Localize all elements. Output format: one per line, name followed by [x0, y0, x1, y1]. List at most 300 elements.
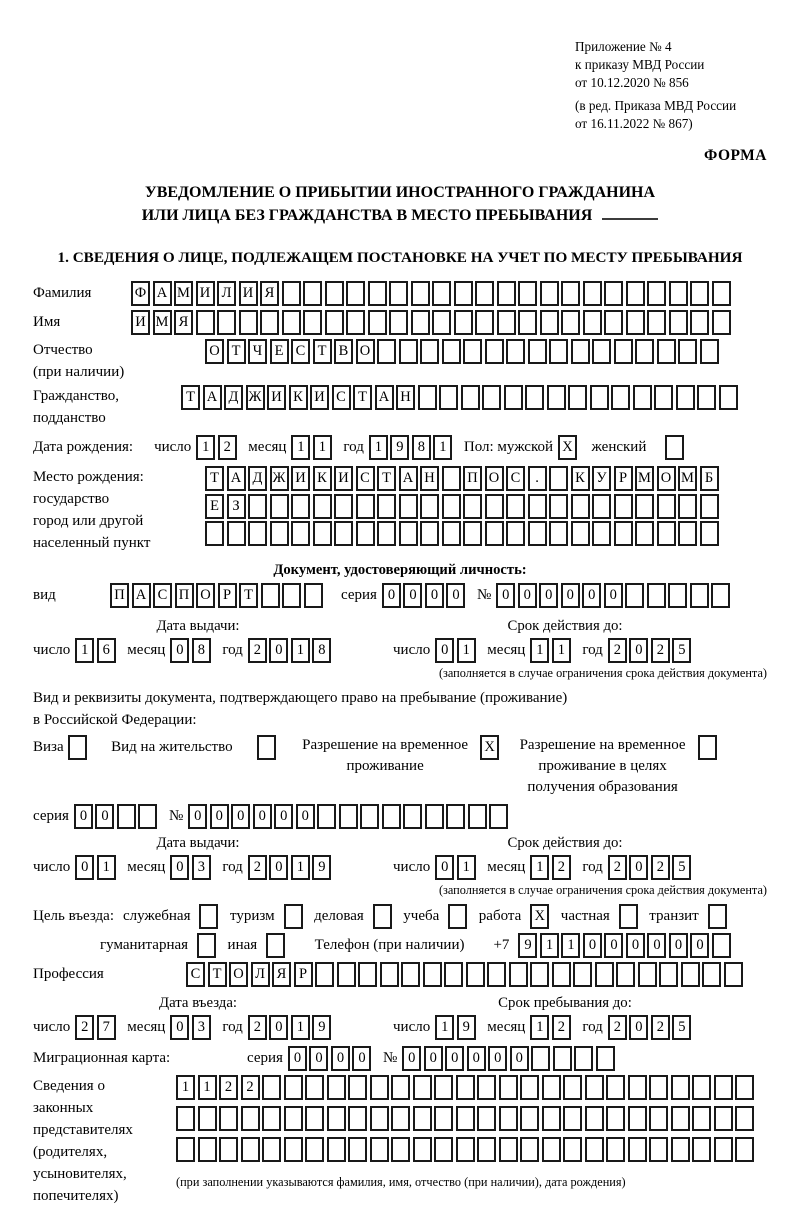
char-cell[interactable]	[389, 281, 408, 306]
char-cell[interactable]	[649, 1106, 668, 1131]
char-cell[interactable]	[590, 385, 609, 410]
char-cell[interactable]: 5	[672, 1015, 691, 1040]
char-cell[interactable]: 1	[313, 435, 332, 460]
char-cell[interactable]	[461, 385, 480, 410]
char-cell[interactable]	[348, 1075, 367, 1100]
char-cell[interactable]	[606, 1137, 625, 1162]
char-cell[interactable]: 2	[608, 1015, 627, 1040]
char-cell[interactable]: К	[571, 466, 590, 491]
char-cell[interactable]	[690, 281, 709, 306]
char-cell[interactable]: И	[291, 466, 310, 491]
purpose-commercial-checkbox[interactable]	[373, 904, 392, 929]
char-cell[interactable]	[547, 385, 566, 410]
char-cell[interactable]: Ч	[248, 339, 267, 364]
char-cell[interactable]: 0	[561, 583, 580, 608]
char-cell[interactable]	[442, 494, 461, 519]
char-cell[interactable]	[482, 385, 501, 410]
char-cell[interactable]	[315, 962, 334, 987]
char-cell[interactable]	[348, 1137, 367, 1162]
char-cell[interactable]: 5	[672, 638, 691, 663]
char-cell[interactable]: Е	[270, 339, 289, 364]
char-cell[interactable]: 1	[369, 435, 388, 460]
char-cell[interactable]	[506, 521, 525, 546]
char-cell[interactable]	[690, 583, 709, 608]
char-cell[interactable]	[420, 494, 439, 519]
char-cell[interactable]	[735, 1137, 754, 1162]
char-cell[interactable]: Л	[251, 962, 270, 987]
char-cell[interactable]	[499, 1137, 518, 1162]
char-cell[interactable]	[334, 494, 353, 519]
char-cell[interactable]: 0	[269, 855, 288, 880]
char-cell[interactable]: 0	[402, 1046, 421, 1071]
char-cell[interactable]: Р	[294, 962, 313, 987]
char-cell[interactable]	[456, 1137, 475, 1162]
char-cell[interactable]	[284, 1137, 303, 1162]
char-cell[interactable]	[334, 521, 353, 546]
char-cell[interactable]	[611, 385, 630, 410]
char-cell[interactable]	[649, 1137, 668, 1162]
char-cell[interactable]: 0	[539, 583, 558, 608]
char-cell[interactable]	[585, 1137, 604, 1162]
char-cell[interactable]: 0	[403, 583, 422, 608]
char-cell[interactable]	[604, 310, 623, 335]
purpose-private-checkbox[interactable]	[619, 904, 638, 929]
char-cell[interactable]	[692, 1106, 711, 1131]
char-cell[interactable]: 1	[433, 435, 452, 460]
char-cell[interactable]	[262, 1106, 281, 1131]
char-cell[interactable]	[377, 494, 396, 519]
char-cell[interactable]	[592, 494, 611, 519]
char-cell[interactable]	[413, 1075, 432, 1100]
char-cell[interactable]	[241, 1106, 260, 1131]
char-cell[interactable]	[389, 310, 408, 335]
char-cell[interactable]	[669, 310, 688, 335]
char-cell[interactable]	[540, 281, 559, 306]
char-cell[interactable]	[282, 281, 301, 306]
char-cell[interactable]	[468, 804, 487, 829]
char-cell[interactable]	[227, 521, 246, 546]
char-cell[interactable]	[499, 1075, 518, 1100]
char-cell[interactable]: О	[356, 339, 375, 364]
char-cell[interactable]	[520, 1106, 539, 1131]
char-cell[interactable]	[518, 310, 537, 335]
char-cell[interactable]	[499, 1106, 518, 1131]
char-cell[interactable]	[370, 1106, 389, 1131]
char-cell[interactable]: 0	[188, 804, 207, 829]
char-cell[interactable]	[305, 1106, 324, 1131]
char-cell[interactable]	[700, 339, 719, 364]
char-cell[interactable]: М	[153, 310, 172, 335]
char-cell[interactable]	[614, 339, 633, 364]
char-cell[interactable]	[198, 1137, 217, 1162]
char-cell[interactable]: 2	[552, 1015, 571, 1040]
char-cell[interactable]	[217, 310, 236, 335]
char-cell[interactable]: 0	[629, 855, 648, 880]
char-cell[interactable]	[525, 385, 544, 410]
char-cell[interactable]	[205, 521, 224, 546]
char-cell[interactable]	[657, 521, 676, 546]
char-cell[interactable]: С	[332, 385, 351, 410]
char-cell[interactable]: 0	[583, 933, 602, 958]
char-cell[interactable]	[303, 281, 322, 306]
char-cell[interactable]: 2	[651, 855, 670, 880]
char-cell[interactable]	[654, 385, 673, 410]
char-cell[interactable]	[413, 1106, 432, 1131]
char-cell[interactable]: Т	[181, 385, 200, 410]
char-cell[interactable]	[463, 494, 482, 519]
char-cell[interactable]	[520, 1137, 539, 1162]
char-cell[interactable]	[337, 962, 356, 987]
char-cell[interactable]: М	[678, 466, 697, 491]
char-cell[interactable]	[714, 1137, 733, 1162]
char-cell[interactable]	[592, 339, 611, 364]
char-cell[interactable]: Т	[377, 466, 396, 491]
char-cell[interactable]: 0	[604, 933, 623, 958]
char-cell[interactable]	[262, 1075, 281, 1100]
char-cell[interactable]	[198, 1106, 217, 1131]
char-cell[interactable]	[360, 804, 379, 829]
char-cell[interactable]: 8	[412, 435, 431, 460]
char-cell[interactable]	[649, 1075, 668, 1100]
char-cell[interactable]	[463, 521, 482, 546]
char-cell[interactable]: 1	[457, 855, 476, 880]
char-cell[interactable]: 0	[669, 933, 688, 958]
char-cell[interactable]	[628, 1075, 647, 1100]
char-cell[interactable]: И	[310, 385, 329, 410]
char-cell[interactable]	[681, 962, 700, 987]
char-cell[interactable]	[509, 962, 528, 987]
char-cell[interactable]: 0	[231, 804, 250, 829]
char-cell[interactable]	[317, 804, 336, 829]
char-cell[interactable]	[585, 1075, 604, 1100]
char-cell[interactable]	[442, 466, 461, 491]
char-cell[interactable]	[504, 385, 523, 410]
char-cell[interactable]	[262, 1137, 281, 1162]
visa-checkbox[interactable]	[68, 735, 87, 760]
temp-residence-checkbox[interactable]: X	[480, 735, 499, 760]
char-cell[interactable]: Т	[313, 339, 332, 364]
char-cell[interactable]	[614, 494, 633, 519]
char-cell[interactable]	[712, 933, 731, 958]
char-cell[interactable]	[456, 1106, 475, 1131]
char-cell[interactable]	[368, 281, 387, 306]
char-cell[interactable]: М	[635, 466, 654, 491]
char-cell[interactable]	[633, 385, 652, 410]
char-cell[interactable]: Ф	[131, 281, 150, 306]
char-cell[interactable]	[475, 310, 494, 335]
char-cell[interactable]	[528, 521, 547, 546]
char-cell[interactable]	[714, 1106, 733, 1131]
char-cell[interactable]: Я	[272, 962, 291, 987]
char-cell[interactable]	[176, 1137, 195, 1162]
char-cell[interactable]: 0	[95, 804, 114, 829]
char-cell[interactable]: Т	[208, 962, 227, 987]
char-cell[interactable]	[676, 385, 695, 410]
char-cell[interactable]: 0	[253, 804, 272, 829]
char-cell[interactable]	[423, 962, 442, 987]
char-cell[interactable]	[549, 339, 568, 364]
char-cell[interactable]	[692, 1075, 711, 1100]
char-cell[interactable]	[454, 310, 473, 335]
char-cell[interactable]: 0	[445, 1046, 464, 1071]
char-cell[interactable]	[668, 583, 687, 608]
char-cell[interactable]	[368, 310, 387, 335]
char-cell[interactable]	[571, 339, 590, 364]
male-checkbox[interactable]: X	[558, 435, 577, 460]
char-cell[interactable]: 2	[248, 638, 267, 663]
char-cell[interactable]: 0	[352, 1046, 371, 1071]
char-cell[interactable]: А	[132, 583, 151, 608]
char-cell[interactable]: У	[592, 466, 611, 491]
char-cell[interactable]: 2	[248, 1015, 267, 1040]
char-cell[interactable]: 2	[75, 1015, 94, 1040]
char-cell[interactable]: 0	[647, 933, 666, 958]
char-cell[interactable]	[196, 310, 215, 335]
char-cell[interactable]: И	[239, 281, 258, 306]
char-cell[interactable]	[553, 1046, 572, 1071]
char-cell[interactable]: Д	[248, 466, 267, 491]
char-cell[interactable]: О	[205, 339, 224, 364]
char-cell[interactable]	[583, 281, 602, 306]
char-cell[interactable]	[413, 1137, 432, 1162]
char-cell[interactable]	[241, 1137, 260, 1162]
purpose-humanitarian-checkbox[interactable]	[197, 933, 216, 958]
char-cell[interactable]	[380, 962, 399, 987]
char-cell[interactable]	[671, 1137, 690, 1162]
char-cell[interactable]	[657, 339, 676, 364]
char-cell[interactable]	[313, 521, 332, 546]
char-cell[interactable]	[724, 962, 743, 987]
char-cell[interactable]: А	[227, 466, 246, 491]
char-cell[interactable]	[635, 521, 654, 546]
char-cell[interactable]: .	[528, 466, 547, 491]
char-cell[interactable]	[604, 281, 623, 306]
char-cell[interactable]	[626, 310, 645, 335]
char-cell[interactable]: С	[186, 962, 205, 987]
char-cell[interactable]	[568, 385, 587, 410]
char-cell[interactable]: 1	[530, 855, 549, 880]
char-cell[interactable]	[420, 521, 439, 546]
char-cell[interactable]	[528, 339, 547, 364]
char-cell[interactable]: 1	[291, 638, 310, 663]
char-cell[interactable]	[678, 339, 697, 364]
char-cell[interactable]	[282, 583, 301, 608]
char-cell[interactable]	[485, 339, 504, 364]
char-cell[interactable]	[348, 1106, 367, 1131]
char-cell[interactable]	[305, 1137, 324, 1162]
char-cell[interactable]: 0	[269, 638, 288, 663]
char-cell[interactable]	[358, 962, 377, 987]
char-cell[interactable]	[270, 521, 289, 546]
char-cell[interactable]: 2	[608, 638, 627, 663]
char-cell[interactable]	[628, 1137, 647, 1162]
char-cell[interactable]	[284, 1106, 303, 1131]
char-cell[interactable]	[583, 310, 602, 335]
char-cell[interactable]	[712, 310, 731, 335]
char-cell[interactable]: Т	[227, 339, 246, 364]
char-cell[interactable]	[690, 310, 709, 335]
char-cell[interactable]	[248, 494, 267, 519]
char-cell[interactable]: 1	[97, 855, 116, 880]
char-cell[interactable]: 0	[425, 583, 444, 608]
char-cell[interactable]	[497, 281, 516, 306]
char-cell[interactable]: С	[506, 466, 525, 491]
purpose-tourism-checkbox[interactable]	[284, 904, 303, 929]
char-cell[interactable]	[399, 339, 418, 364]
char-cell[interactable]	[549, 466, 568, 491]
char-cell[interactable]	[520, 1075, 539, 1100]
char-cell[interactable]: 3	[192, 1015, 211, 1040]
char-cell[interactable]: 1	[530, 1015, 549, 1040]
char-cell[interactable]: 0	[629, 638, 648, 663]
char-cell[interactable]	[596, 1046, 615, 1071]
char-cell[interactable]: 0	[296, 804, 315, 829]
char-cell[interactable]	[647, 583, 666, 608]
char-cell[interactable]	[346, 281, 365, 306]
char-cell[interactable]: 0	[435, 638, 454, 663]
char-cell[interactable]	[487, 962, 506, 987]
char-cell[interactable]: 0	[518, 583, 537, 608]
char-cell[interactable]	[659, 962, 678, 987]
char-cell[interactable]: 9	[390, 435, 409, 460]
char-cell[interactable]: Ж	[246, 385, 265, 410]
char-cell[interactable]: 1	[291, 855, 310, 880]
char-cell[interactable]: 2	[552, 855, 571, 880]
char-cell[interactable]	[561, 310, 580, 335]
char-cell[interactable]	[678, 494, 697, 519]
purpose-other-checkbox[interactable]	[266, 933, 285, 958]
char-cell[interactable]: С	[153, 583, 172, 608]
char-cell[interactable]	[528, 494, 547, 519]
char-cell[interactable]: 0	[274, 804, 293, 829]
char-cell[interactable]	[261, 583, 280, 608]
char-cell[interactable]: 0	[604, 583, 623, 608]
char-cell[interactable]: 1	[198, 1075, 217, 1100]
char-cell[interactable]: З	[227, 494, 246, 519]
char-cell[interactable]	[635, 494, 654, 519]
char-cell[interactable]	[485, 494, 504, 519]
char-cell[interactable]	[531, 1046, 550, 1071]
char-cell[interactable]: 0	[309, 1046, 328, 1071]
char-cell[interactable]	[585, 1106, 604, 1131]
char-cell[interactable]: П	[463, 466, 482, 491]
char-cell[interactable]: 6	[97, 638, 116, 663]
female-checkbox[interactable]	[665, 435, 684, 460]
char-cell[interactable]: 0	[446, 583, 465, 608]
char-cell[interactable]: Т	[239, 583, 258, 608]
char-cell[interactable]: О	[657, 466, 676, 491]
char-cell[interactable]	[377, 521, 396, 546]
char-cell[interactable]: 1	[457, 638, 476, 663]
char-cell[interactable]	[339, 804, 358, 829]
char-cell[interactable]	[671, 1106, 690, 1131]
char-cell[interactable]	[442, 339, 461, 364]
char-cell[interactable]: 1	[75, 638, 94, 663]
char-cell[interactable]	[260, 310, 279, 335]
char-cell[interactable]	[346, 310, 365, 335]
char-cell[interactable]	[420, 339, 439, 364]
char-cell[interactable]: Д	[224, 385, 243, 410]
char-cell[interactable]	[356, 521, 375, 546]
char-cell[interactable]	[571, 494, 590, 519]
char-cell[interactable]: Т	[205, 466, 224, 491]
char-cell[interactable]	[439, 385, 458, 410]
char-cell[interactable]: Я	[260, 281, 279, 306]
char-cell[interactable]	[370, 1137, 389, 1162]
char-cell[interactable]	[657, 494, 676, 519]
char-cell[interactable]: 0	[435, 855, 454, 880]
char-cell[interactable]	[219, 1137, 238, 1162]
char-cell[interactable]	[573, 962, 592, 987]
char-cell[interactable]	[485, 521, 504, 546]
char-cell[interactable]	[719, 385, 738, 410]
char-cell[interactable]: 0	[467, 1046, 486, 1071]
char-cell[interactable]	[434, 1137, 453, 1162]
char-cell[interactable]: А	[203, 385, 222, 410]
char-cell[interactable]: 7	[97, 1015, 116, 1040]
char-cell[interactable]: 0	[269, 1015, 288, 1040]
char-cell[interactable]: 1	[435, 1015, 454, 1040]
char-cell[interactable]	[647, 310, 666, 335]
char-cell[interactable]: 0	[510, 1046, 529, 1071]
char-cell[interactable]: О	[229, 962, 248, 987]
char-cell[interactable]	[574, 1046, 593, 1071]
char-cell[interactable]	[506, 339, 525, 364]
char-cell[interactable]	[291, 521, 310, 546]
char-cell[interactable]	[327, 1106, 346, 1131]
char-cell[interactable]	[444, 962, 463, 987]
purpose-business-checkbox[interactable]	[199, 904, 218, 929]
char-cell[interactable]	[697, 385, 716, 410]
char-cell[interactable]	[571, 521, 590, 546]
char-cell[interactable]	[418, 385, 437, 410]
char-cell[interactable]: 2	[241, 1075, 260, 1100]
char-cell[interactable]: 0	[331, 1046, 350, 1071]
char-cell[interactable]: 0	[488, 1046, 507, 1071]
char-cell[interactable]: О	[485, 466, 504, 491]
char-cell[interactable]: 0	[170, 855, 189, 880]
char-cell[interactable]	[399, 521, 418, 546]
char-cell[interactable]	[477, 1075, 496, 1100]
char-cell[interactable]	[411, 310, 430, 335]
char-cell[interactable]: 1	[530, 638, 549, 663]
char-cell[interactable]	[454, 281, 473, 306]
char-cell[interactable]	[477, 1106, 496, 1131]
char-cell[interactable]	[595, 962, 614, 987]
char-cell[interactable]	[692, 1137, 711, 1162]
char-cell[interactable]: 5	[672, 855, 691, 880]
char-cell[interactable]: 0	[582, 583, 601, 608]
char-cell[interactable]	[370, 1075, 389, 1100]
char-cell[interactable]: 2	[651, 638, 670, 663]
char-cell[interactable]: 9	[312, 1015, 331, 1040]
char-cell[interactable]	[561, 281, 580, 306]
char-cell[interactable]: 3	[192, 855, 211, 880]
char-cell[interactable]	[391, 1137, 410, 1162]
char-cell[interactable]: М	[174, 281, 193, 306]
char-cell[interactable]	[425, 804, 444, 829]
char-cell[interactable]	[540, 310, 559, 335]
char-cell[interactable]: 9	[457, 1015, 476, 1040]
char-cell[interactable]	[542, 1137, 561, 1162]
char-cell[interactable]: 0	[629, 1015, 648, 1040]
char-cell[interactable]	[626, 281, 645, 306]
char-cell[interactable]	[711, 583, 730, 608]
char-cell[interactable]: Б	[700, 466, 719, 491]
char-cell[interactable]	[304, 583, 323, 608]
char-cell[interactable]	[606, 1106, 625, 1131]
char-cell[interactable]: 8	[312, 638, 331, 663]
